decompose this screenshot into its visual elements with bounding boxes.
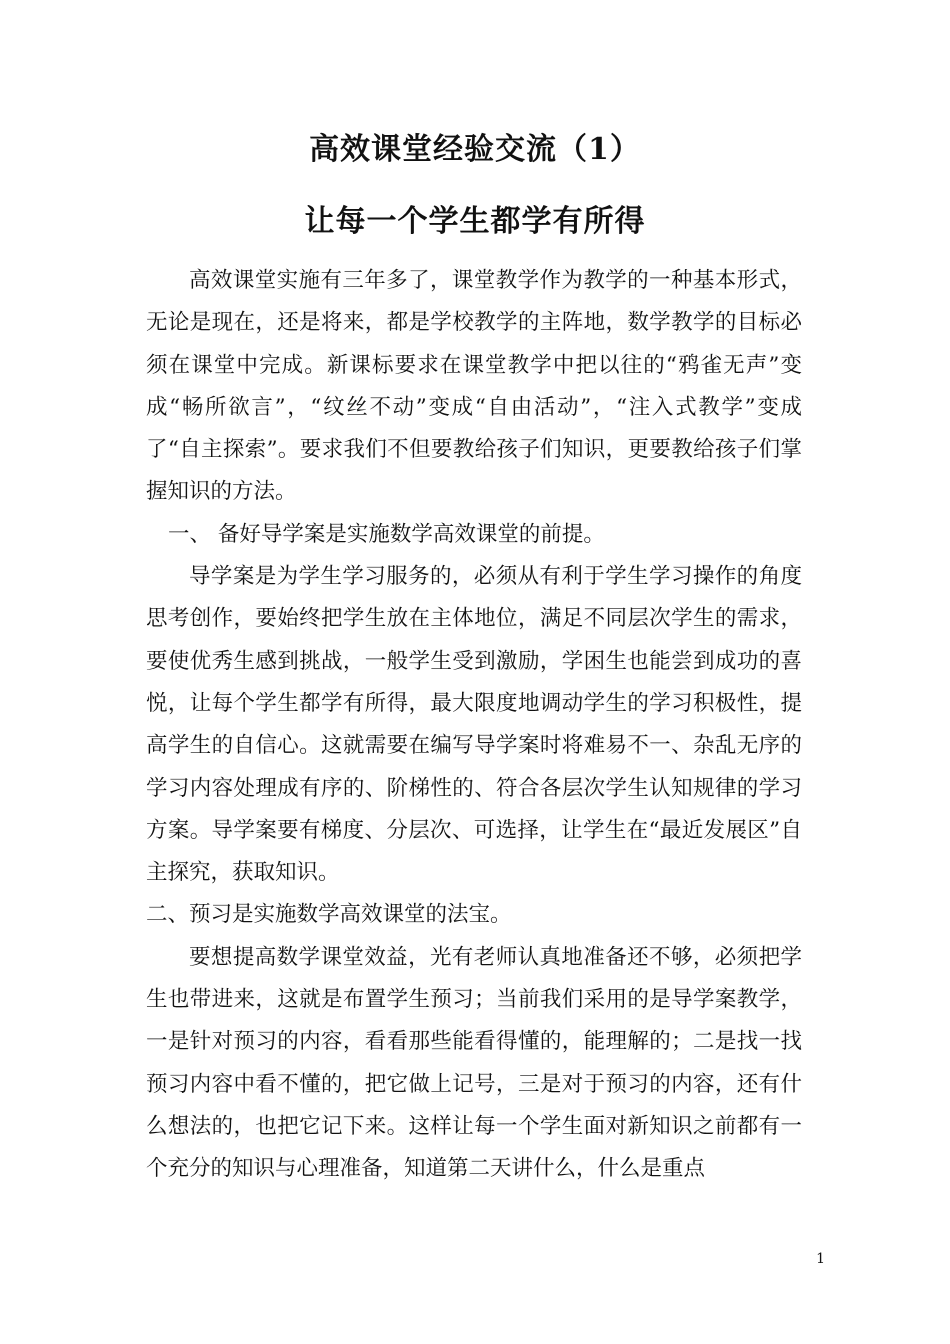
paragraph-intro: 高效课堂实施有三年多了，课堂教学作为教学的一种基本形式，无论是现在，还是将来，都是学校教学的主阵地，数学教学的目标必须在课堂中完成。新课标要求在课堂教学中把以往的“鸦雀无声”变成“畅所欲言”，“纹丝不动”变成“自由活动”，“注入式教学”变成了“自主探索”。要求我们不但要教给孩子们知识，更要教给孩子们掌握知识的方法。: [146, 268, 802, 505]
paragraph-guide-plan: 导学案是为学生学习服务的，必须从有利于学生学习操作的角度思考创作，要始终把学生放在主体地位，满足不同层次学生的需求，要使优秀生感到挑战，一般学生受到激励，学困生也能尝到成功的喜悦，让每个学生都学有所得，最大限度地调动学生的学习积极性，提高学生的自信心。这就需要在编写导学案时将难易不一、杂乱无序的学习内容处理成有序的、阶梯性的、符合各层次学生认知规律的学习方案。导学案要有梯度、分层次、可选择，让学生在“最近发展区”自主探究，获取知识。: [146, 564, 802, 886]
document-body: [146, 260, 802, 1191]
page-number: 1: [816, 1251, 825, 1267]
section-heading-one: 一、 备好导学案是实施数学高效课堂的前提。: [168, 521, 605, 547]
page-title: 高效课堂经验交流（1）: [309, 132, 641, 167]
page-subtitle: 让每一个学生都学有所得: [304, 204, 646, 239]
paragraph-preview: 要想提高数学课堂效益，光有老师认真地准备还不够，必须把学生也带进来，这就是布置学生预习；当前我们采用的是导学案教学，一是针对预习的内容，看看那些能看得懂的，能理解的；二是找一找预习内容中看不懂的，把它做上记号，三是对于预习的内容，还有什么想法的，也把它记下来。这样让每一个学生面对新知识之前都有一个充分的知识与心理准备，知道第二天讲什么，什么是重点: [146, 944, 802, 1182]
section-heading-two: 二、预习是实施数学高效课堂的法宝。: [146, 902, 512, 928]
